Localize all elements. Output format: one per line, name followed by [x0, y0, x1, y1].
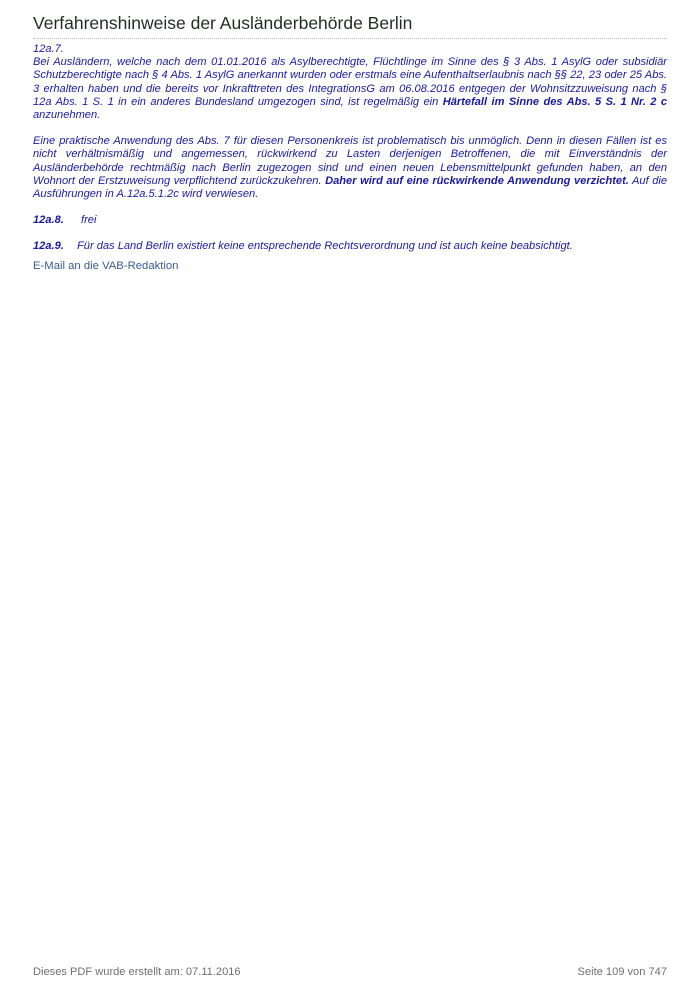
paragraph-12a7-2-text: Eine praktische Anwendung des Abs. 7 für diesen Personenkreis ist problematisch bis unmöglich. Denn in diesen Fällen ist es nicht verhältnismäßig und angemessen, rückwirkend zu Lasten derjenigen Betroffenen, die mit Einverständnis der Ausländerbehörde rechtmäßig nach Berlin zugezogen sind und einen neuen Lebensmittelpunkt gefunden haben, an den Wohnort der Erstzuweisung verpflichtend zurückzukehren.	[33, 135, 667, 187]
paragraph-12a7-2-end: Auf die Ausführungen in A.12a.5.1.2c wird verwiesen.	[33, 174, 667, 201]
page-title: Verfahrenshinweise der Ausländerbehörde Berlin	[33, 13, 413, 33]
section-number-12a9: 12a.9.	[33, 240, 64, 253]
page-footer	[33, 966, 667, 978]
section-12a8	[33, 214, 667, 227]
paragraph-12a7-1	[33, 56, 667, 122]
section-12a8-text: frei	[81, 214, 97, 227]
paragraph-12a7-1-end: anzunehmen.	[33, 109, 101, 122]
paragraph-12a7-2	[33, 135, 667, 201]
document-body	[33, 43, 667, 273]
section-12a9-text: Für das Land Berlin existiert keine entsprechende Rechtsverordnung und ist auch keine beabsichtigt.	[77, 240, 573, 253]
paragraph-12a7-1-text: Bei Ausländern, welche nach dem 01.01.2016 als Asylberechtigte, Flüchtlinge im Sinne des § 3 Abs. 1 AsylG oder subsidiär Schutzberechtigte nach § 4 Abs. 1 AsylG anerkannt wurden oder erstmals eine Aufenthaltserlaubnis nach §§ 22, 23 oder 25 Abs. 3 erhalten haben und die bereits vor Inkrafttreten des IntegrationsG am 06.08.2016 entgegen der Wohnsitzzuweisung nach § 12a Abs. 1 S. 1 in ein anderes Bundesland umgezogen sind, ist regelmäßig ein	[33, 56, 667, 108]
footer-created-date: Dieses PDF wurde erstellt am: 07.11.2016	[33, 966, 241, 978]
section-number-12a7: 12a.7.	[33, 43, 64, 55]
email-link[interactable]: E-Mail an die VAB-Redaktion	[33, 259, 179, 272]
paragraph-12a7-2-bold: Daher wird auf eine rückwirkende Anwendung verzichtet.	[325, 174, 629, 187]
paragraph-12a7-1-bold: Härtefall im Sinne des Abs. 5 S. 1 Nr. 2 c	[442, 95, 667, 108]
section-12a9	[33, 240, 667, 253]
page-header	[33, 12, 667, 39]
section-number-12a8: 12a.8.	[33, 214, 64, 227]
footer-page-number: Seite 109 von 747	[577, 966, 667, 978]
